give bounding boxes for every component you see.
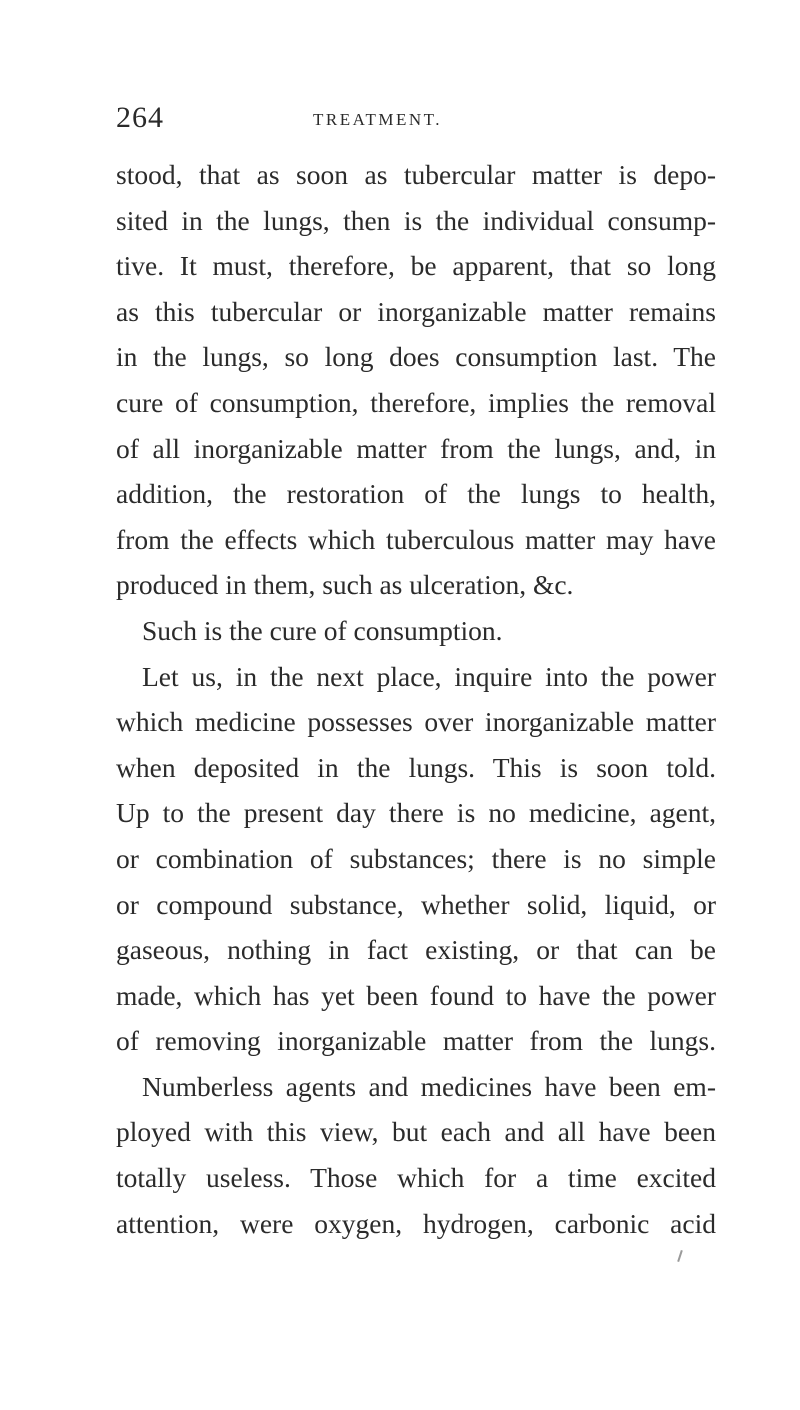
text-line: addition, the restoration of the lungs to health, xyxy=(116,478,716,510)
text-line: Numberless agents and medicines have been em- xyxy=(142,1070,716,1102)
text-line: which medicine possesses over inorganizable matter xyxy=(116,706,716,738)
text-line: when deposited in the lungs. This is soon told. xyxy=(116,751,716,783)
running-head xyxy=(116,100,636,136)
text-line: stood, that as soon as tubercular matter is depo- xyxy=(116,159,716,190)
text-line: in the lungs, so long does consumption last. The xyxy=(116,341,716,373)
text-line: Up to the present day there is no medicine, agent, xyxy=(116,797,716,829)
text-line: as this tubercular or inorganizable matter remains xyxy=(116,295,716,327)
text-line: made, which has yet been found to have the power xyxy=(116,979,716,1011)
text-line: of all inorganizable matter from the lungs, and, in xyxy=(116,432,716,464)
text-line: produced in them, such as ulceration, &c. xyxy=(116,569,574,601)
text-line: gaseous, nothing in fact existing, or that can be xyxy=(116,934,716,966)
text-line: Such is the cure of consumption. xyxy=(142,614,503,646)
running-title: TREATMENT. xyxy=(313,110,443,129)
stray-ink-mark xyxy=(677,1250,683,1262)
text-line: from the effects which tuberculous matter may have xyxy=(116,523,716,555)
page-number: 264 xyxy=(116,101,164,134)
text-line: tive. It must, therefore, be apparent, that so long xyxy=(116,250,716,282)
text-line: Let us, in the next place, inquire into the power xyxy=(142,660,716,692)
text-line: totally useless. Those which for a time excited xyxy=(116,1162,716,1194)
text-line: attention, were oxygen, hydrogen, carbonic acid xyxy=(116,1207,716,1239)
text-line: ployed with this view, but each and all have been xyxy=(116,1116,716,1148)
text-line: sited in the lungs, then is the individual consump- xyxy=(116,204,716,236)
body-text xyxy=(116,152,716,1246)
text-line: or compound substance, whether solid, liquid, or xyxy=(116,888,716,920)
text-line: or combination of substances; there is no simple xyxy=(116,842,716,874)
text-line: of removing inorganizable matter from the lungs. xyxy=(116,1025,716,1057)
text-line: cure of consumption, therefore, implies the removal xyxy=(116,386,716,418)
